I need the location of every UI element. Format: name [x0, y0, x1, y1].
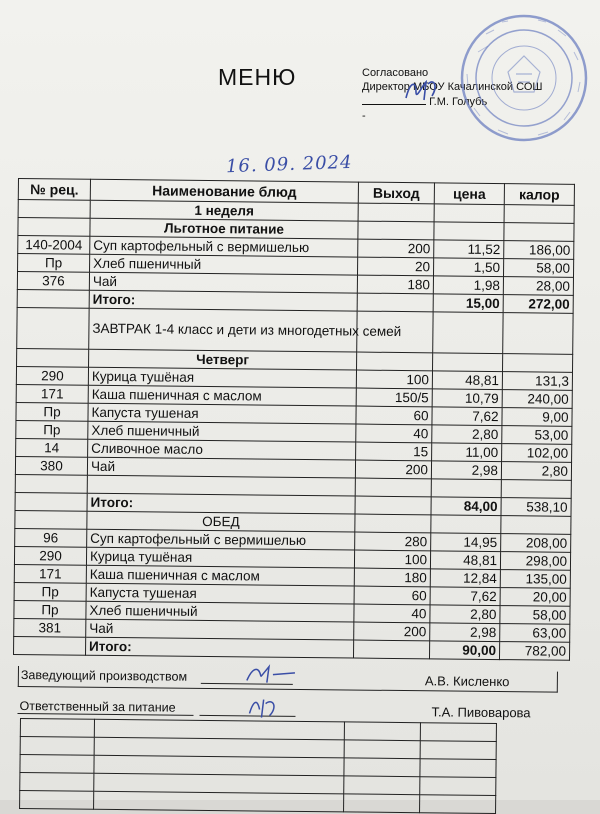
dish-calories: 298,00 [500, 552, 570, 571]
production-label: Заведующий производством [20, 668, 188, 684]
recipe-code: 96 [15, 528, 87, 547]
col-header-calories: калор [504, 184, 574, 206]
weekday: Четверг [89, 349, 357, 370]
dish-name: Чай [87, 457, 355, 478]
dish-name: Чай [86, 619, 354, 640]
empty-cell [433, 353, 503, 372]
approval-line-agreed: Согласовано [362, 67, 429, 79]
dish-name: Хлеб пшеничный [86, 601, 354, 622]
menu-table [13, 178, 575, 661]
recipe-code: 376 [17, 272, 89, 291]
recipe-code: 140-2004 [18, 236, 90, 255]
dish-calories: 20,00 [500, 588, 570, 607]
total-label: Итого: [86, 637, 354, 658]
dish-price: 1,50 [433, 258, 503, 277]
blank-grid [19, 718, 497, 814]
dish-name: Курица тушёная [88, 367, 356, 388]
total-spacer [15, 492, 87, 511]
dish-price: 1,98 [433, 276, 503, 295]
dish-price: 2,98 [430, 623, 500, 642]
total-price: 15,00 [433, 294, 503, 313]
recipe-code: 380 [15, 456, 87, 475]
dish-output: 40 [354, 604, 430, 623]
director-signature [402, 76, 442, 106]
menu-date: 16. 09. 2024 [225, 151, 353, 178]
dish-name: Суп картофельный с вермишелью [87, 529, 355, 550]
dish-price: 2,80 [430, 605, 500, 624]
dish-price: 12,84 [430, 569, 500, 588]
total-label: Итого: [87, 493, 355, 514]
dish-calories: 240,00 [502, 390, 572, 409]
nutrition-signature [243, 693, 293, 722]
recipe-code: Пр [14, 600, 86, 619]
dish-name: Каша пшеничная с маслом [88, 385, 356, 406]
dish-calories: 58,00 [500, 606, 570, 625]
recipe-code: Пр [18, 254, 90, 273]
total-calories: 782,00 [499, 642, 569, 661]
section-week: 1 неделя [90, 200, 358, 221]
empty-cell [501, 480, 571, 499]
dish-name: Суп картофельный с вермишелью [90, 236, 358, 257]
dish-price: 2,80 [432, 425, 502, 444]
dish-price: 7,62 [432, 407, 502, 426]
recipe-code: 381 [14, 618, 86, 637]
nutrition-label: Ответственный за питание [19, 699, 176, 715]
recipe-code: 14 [16, 438, 88, 457]
empty-cell [15, 510, 87, 529]
approval-line-director: Директор МБОУ Качалинской СОШ [362, 81, 543, 93]
dish-calories: 58,00 [503, 259, 573, 278]
dish-name: Чай [89, 272, 357, 293]
dish-price: 14,95 [431, 533, 501, 552]
dish-calories: 131,3 [502, 372, 572, 391]
recipe-code: 171 [16, 384, 88, 403]
signatures-block [17, 666, 580, 723]
dish-calories: 2,80 [501, 462, 571, 481]
dish-name: Хлеб пшеничный [88, 421, 356, 442]
section-benefit: Льготное питание [90, 218, 358, 239]
dish-price: 11,00 [432, 443, 502, 462]
dish-calories: 135,00 [500, 570, 570, 589]
dish-name: Курица тушёная [86, 547, 354, 568]
dish-output: 100 [354, 550, 430, 569]
production-signature [243, 662, 303, 689]
dish-output: 60 [354, 586, 430, 605]
total-spacer [14, 636, 86, 655]
director-name: Г.М. Голубь [429, 96, 488, 108]
col-header-name: Наименование блюд [90, 179, 358, 203]
total-label: Итого: [89, 290, 357, 311]
dish-name: Хлеб пшеничный [90, 254, 358, 275]
dish-output: 15 [356, 442, 432, 461]
empty-cell [431, 515, 501, 534]
total-empty [353, 640, 429, 659]
total-calories: 538,10 [501, 498, 571, 517]
dish-name: Сливочное масло [88, 439, 356, 460]
dish-calories: 9,00 [502, 408, 572, 427]
empty-cell [502, 354, 572, 373]
lunch-title: ОБЕД [87, 511, 355, 532]
breakfast-title: ЗАВТРАК 1-4 класс и дети из многодетных семей [89, 308, 357, 352]
dish-output: 200 [355, 460, 431, 479]
total-calories: 272,00 [503, 295, 573, 314]
recipe-code: 171 [14, 564, 86, 583]
empty-cell [17, 307, 89, 349]
document-title: МЕНЮ [218, 64, 297, 90]
dish-price: 7,62 [430, 587, 500, 606]
dish-output: 200 [354, 622, 430, 641]
dish-calories: 63,00 [500, 624, 570, 643]
dish-output: 200 [358, 239, 434, 258]
dish-name: Капуста тушеная [86, 583, 354, 604]
empty-cell [431, 479, 501, 498]
dish-calories: 28,00 [503, 277, 573, 296]
dish-calories: 53,00 [502, 426, 572, 445]
dish-price: 48,81 [432, 371, 502, 390]
dish-calories: 186,00 [504, 241, 574, 260]
dish-output: 180 [357, 275, 433, 294]
total-price: 90,00 [429, 641, 499, 660]
dish-output: 100 [356, 370, 432, 389]
col-header-code: № рец. [18, 179, 90, 201]
total-empty [355, 496, 431, 515]
dish-calories: 102,00 [502, 444, 572, 463]
recipe-code: 290 [14, 546, 86, 565]
total-spacer [17, 289, 89, 308]
dish-output: 180 [354, 568, 430, 587]
nutrition-name: Т.А. Пивоварова [431, 704, 531, 721]
dish-price: 48,81 [430, 551, 500, 570]
approval-dash: - [362, 110, 366, 122]
recipe-code: 290 [16, 366, 88, 385]
empty-cell [355, 478, 431, 497]
recipe-code: Пр [16, 402, 88, 421]
official-stamp [458, 12, 590, 144]
dish-name: Капуста тушеная [88, 403, 356, 424]
dish-price: 2,98 [431, 461, 501, 480]
empty-cell [355, 514, 431, 533]
dish-price: 10,79 [432, 389, 502, 408]
empty-cell [433, 312, 503, 354]
dish-output: 150/5 [356, 388, 432, 407]
recipe-code: Пр [14, 582, 86, 601]
col-header-price: цена [434, 183, 504, 205]
recipe-code: Пр [16, 420, 88, 439]
dish-output: 20 [358, 257, 434, 276]
dish-output: 60 [356, 406, 432, 425]
dish-name: Каша пшеничная с маслом [86, 565, 354, 586]
dish-output: 280 [355, 532, 431, 551]
breakfast-title-row [17, 307, 573, 354]
dish-output: 40 [356, 424, 432, 443]
production-name: А.В. Кисленко [424, 673, 510, 690]
dish-price: 11,52 [434, 240, 504, 259]
empty-cell [17, 348, 89, 367]
col-header-output: Выход [358, 182, 434, 204]
empty-cell [15, 474, 87, 493]
empty-cell [503, 313, 573, 355]
total-price: 84,00 [431, 497, 501, 516]
total-empty [357, 293, 433, 312]
dish-calories: 208,00 [501, 534, 571, 553]
empty-cell [501, 516, 571, 535]
empty-cell [357, 352, 433, 371]
